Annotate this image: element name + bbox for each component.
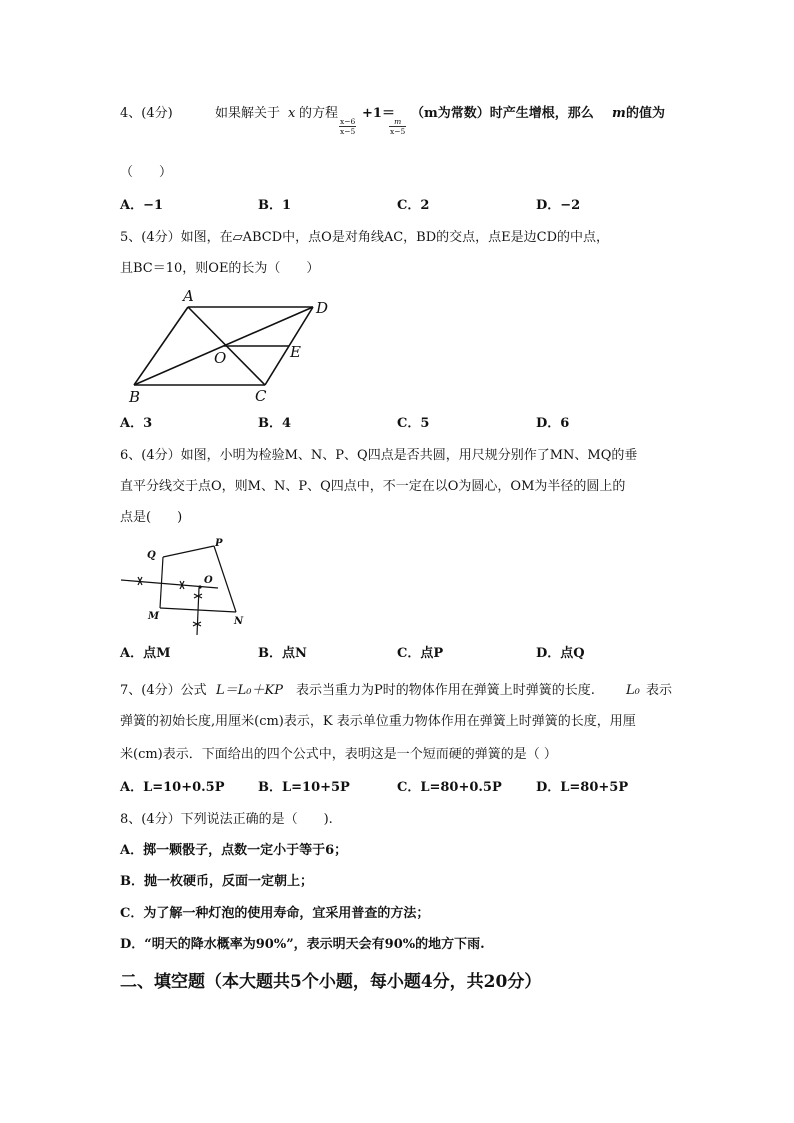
label-a: A [183, 287, 194, 305]
q4-fraction-1 [339, 117, 356, 136]
side-qp [163, 546, 214, 557]
q5-option-c: C．5 [397, 416, 430, 431]
label-d: D [316, 299, 329, 317]
q4-answer-paren: （ ） [120, 165, 173, 180]
q4-frac2-numerator: m [389, 117, 406, 127]
q8-option-a: A．掷一颗骰子，点数一定小于等于6； [120, 843, 348, 858]
q4-frac2-denominator: x−5 [390, 127, 406, 136]
q7-option-a: A．L=10+0.5P [120, 780, 225, 795]
side-mq [160, 557, 163, 608]
q5-line-2: 且BC＝10，则OE的长为（ ） [120, 261, 320, 276]
q4-option-c: C．2 [397, 198, 430, 213]
q4-option-a: A．−1 [120, 198, 164, 213]
q4-note: （m为常数）时产生增根，那么 [411, 106, 594, 121]
label-n: N [234, 616, 244, 627]
q6-option-b: B．点N [258, 646, 307, 661]
q7-line-2: 弹簧的初始长度,用厘米(cm)表示，K 表示单位重力物体作用在弹簧上时弹簧的长度，用厘 [120, 714, 636, 729]
q4-plus-one: +1＝ [362, 106, 395, 121]
q7-option-b: B．L=10+5P [258, 780, 350, 795]
q7-option-c: C．L=80+0.5P [397, 780, 502, 795]
q8-option-d: D．“明天的降水概率为90%”，表示明天会有90%的地方下雨. [120, 937, 485, 952]
point-o [198, 585, 201, 588]
q4-fraction-2 [389, 117, 406, 136]
q7-l0: L₀ [626, 683, 640, 698]
q7-option-d: D．L=80+5P [536, 780, 629, 795]
q7-line-1-start: 7、(4分）公式 [120, 683, 207, 698]
q6-line-3: 点是( ) [120, 510, 183, 525]
side-pn [214, 546, 236, 612]
q5-option-d: D．6 [536, 416, 570, 431]
q5-option-b: B．4 [258, 416, 292, 431]
q7-formula: L＝L₀＋KP [216, 683, 283, 698]
q4-var-x: x [288, 106, 296, 121]
q6-quadrilateral-figure [118, 536, 253, 636]
q4-option-d: D．−2 [536, 198, 581, 213]
label-b: B [129, 388, 141, 406]
q6-line-2: 直平分线交于点O，则M、N、P、Q四点中，不一定在以O为圆心，OM为半径的圆上的 [120, 479, 626, 494]
q4-var-m: m [612, 106, 626, 121]
q5-parallelogram-figure [120, 285, 350, 410]
label-e: E [290, 343, 301, 361]
label-c: C [255, 387, 267, 405]
q6-option-d: D．点Q [536, 646, 585, 661]
label-o: O [214, 349, 227, 367]
label-o: O [204, 575, 213, 586]
q4-frac1-numerator: x−6 [340, 117, 356, 126]
label-p: P [215, 538, 223, 549]
q8-option-b: B．抛一枚硬币，反面一定朝上； [120, 874, 313, 889]
label-q: Q [147, 550, 156, 561]
section-2-heading: 二、填空题（本大题共5个小题，每小题4分，共20分） [120, 972, 542, 992]
q6-option-a: A．点M [120, 646, 171, 661]
q7-line-3: 米(cm)表示．下面给出的四个公式中，表明这是一个短而硬的弹簧的是（ ） [120, 747, 557, 762]
q4-text-before: 如果解关于 [215, 106, 281, 121]
q6-option-c: C．点P [397, 646, 444, 661]
q7-line-1-mid: 表示当重力为P时的物体作用在弹簧上时弹簧的长度. [296, 683, 595, 698]
q5-line-1: 5、(4分）如图，在▱ABCD中，点O是对角线AC，BD的交点，点E是边CD的中点， [120, 230, 609, 245]
q8-option-c: C．为了解一种灯泡的使用寿命，宜采用普查的方法； [120, 906, 430, 921]
q4-text-after: 的值为 [626, 106, 666, 121]
q7-line-1-end: 表示 [646, 683, 673, 698]
q8-line-1: 8、(4分）下列说法正确的是（ ). [120, 812, 333, 827]
q5-option-a: A．3 [120, 416, 153, 431]
q4-frac1-denominator: x−5 [340, 127, 356, 136]
q4-number: 4、(4分) [120, 106, 173, 121]
q4-text-mid: 的方程 [299, 106, 339, 121]
label-m: M [148, 611, 160, 622]
q4-option-b: B．1 [258, 198, 292, 213]
q6-line-1: 6、(4分）如图，小明为检验M、N、P、Q四点是否共圆，用尺规分别作了MN、MQ的垂 [120, 448, 638, 463]
